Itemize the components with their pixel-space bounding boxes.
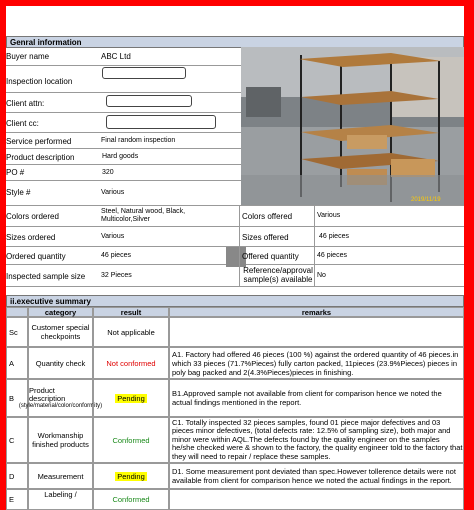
summary-row-code: E	[6, 489, 28, 510]
summary-header-remarks: remarks	[169, 307, 464, 317]
sample-row	[6, 265, 464, 287]
po-row	[6, 165, 241, 181]
sample-size-label: Inspected sample size	[6, 272, 86, 281]
service-row	[6, 133, 241, 149]
ref-sample-label: Reference/approval sample(s) available	[243, 266, 313, 284]
style-value: Various	[101, 189, 125, 196]
buyer-value: ABC Ltd	[101, 52, 131, 61]
sizes-ordered-value: Various	[101, 233, 125, 240]
client-cc-row	[6, 113, 241, 133]
summary-row-result	[93, 463, 169, 489]
summary-row-remarks	[169, 317, 464, 347]
sizes-offered-value: 46 pieces	[319, 233, 349, 240]
client-attn-label: Client attn:	[6, 99, 45, 108]
category-subtext: (style/material/color/conformity)	[18, 402, 103, 409]
client-attn-input[interactable]	[106, 95, 192, 107]
summary-row-remarks: C1. Totally inspected 32 pieces samples, found 01 piece major defectives and 03 pieces minor defectives, (total defects rate: 12.5% of sampling size), both major and minor were within AQL.The defects found by the quality engineer on the samples he/she checked were & shown to the factory, the quality engineer told to the factory that they will need to repair / replace these samples.	[169, 417, 464, 463]
divider	[314, 265, 315, 287]
divider	[239, 247, 240, 265]
summary-row-result	[93, 379, 169, 417]
offered-qty-value: 46 pieces	[317, 252, 347, 259]
general-info-header: Genral information	[6, 36, 464, 48]
buyer-row	[6, 48, 241, 66]
po-label: PO #	[6, 168, 25, 177]
general-info-lower	[6, 205, 464, 287]
product-row	[6, 149, 241, 165]
divider	[314, 227, 315, 247]
summary-row-remarks: B1.Approved sample not available from client for comparison hence we noted the actual findings mentioned in the report.	[169, 379, 464, 417]
divider	[239, 227, 240, 247]
colors-row	[6, 205, 464, 227]
summary-row-category: Workmanship finished products	[28, 417, 93, 463]
summary-row-category	[18, 379, 103, 417]
summary-row-result: Conformed	[93, 489, 169, 510]
summary-row-code: B	[6, 379, 28, 417]
divider	[239, 265, 240, 287]
divider	[239, 206, 240, 228]
style-label: Style #	[6, 188, 31, 197]
service-value: Final random inspection	[101, 137, 176, 144]
offered-qty-label: Offered quantity	[242, 252, 299, 261]
sizes-row	[6, 227, 464, 247]
client-cc-label: Client cc:	[6, 119, 39, 128]
client-attn-row	[6, 93, 241, 113]
report-sheet	[6, 0, 464, 510]
general-info-left	[6, 48, 241, 206]
divider	[314, 247, 315, 265]
summary-row-category: Labeling /	[28, 489, 93, 510]
summary-row-result: Not applicable	[93, 317, 169, 347]
style-row	[6, 181, 241, 206]
ordered-qty-label: Ordered quantity	[6, 252, 66, 261]
summary-row-code: D	[6, 463, 28, 489]
divider	[314, 206, 315, 228]
colors-offered-value: Various	[317, 212, 341, 219]
colors-ordered-label: Colors ordered	[6, 212, 59, 221]
summary-row-code: Sc	[6, 317, 28, 347]
summary-row-result: Conformed	[93, 417, 169, 463]
pending-badge: Pending	[117, 471, 145, 481]
summary-row-remarks: A1. Factory had offered 46 pieces (100 %) against the ordered quantity of 46 pieces.in which 33 pieces (71.7%Pieces) fully carton packed, 11pieces (23.9%Pieces) pieces in poly bag packed and 2(4.3%Pieces)pieces in finishing.	[169, 347, 464, 379]
summary-row-remarks: D1. Some measurement pont deviated than spec.However tollerence details were not available from client for comparison hence we noted the actual findings in the report.	[169, 463, 464, 489]
summary-row-category: Measurement	[28, 463, 93, 489]
client-cc-input[interactable]	[106, 115, 216, 129]
sizes-ordered-label: Sizes ordered	[6, 233, 56, 242]
summary-row-code: C	[6, 417, 28, 463]
summary-row-code: A	[6, 347, 28, 379]
product-value: Hard goods	[102, 153, 139, 160]
ref-sample-value: No	[317, 272, 326, 279]
ordered-qty-value: 46 pieces	[101, 252, 131, 259]
pending-badge: Pending	[117, 393, 145, 403]
summary-header-category: category	[28, 307, 93, 317]
product-photo	[241, 47, 464, 205]
summary-row-category: Customer special checkpoints	[28, 317, 93, 347]
shelf-photo-image	[241, 47, 464, 205]
inspection-location-input[interactable]	[102, 67, 186, 79]
colors-offered-label: Colors offered	[242, 212, 293, 221]
summary-header-code	[6, 307, 28, 317]
po-value: 320	[102, 169, 114, 176]
summary-row-category: Quantity check	[28, 347, 93, 379]
category-text: Product description	[29, 385, 66, 403]
summary-header-result: result	[93, 307, 169, 317]
summary-table	[6, 307, 464, 510]
buyer-label: Buyer name	[6, 52, 50, 61]
product-label: Product description	[6, 153, 75, 162]
red-frame-top	[0, 0, 474, 6]
inspection-location-row	[6, 66, 241, 93]
executive-summary-header: ii.executive summary	[6, 295, 464, 307]
photo-timestamp: 2019/11/19	[411, 197, 441, 203]
summary-row-remarks	[169, 489, 464, 510]
sample-size-value: 32 Pieces	[101, 272, 132, 279]
inspection-location-label: Inspection location	[6, 77, 73, 86]
summary-row-result: Not conformed	[93, 347, 169, 379]
quantity-row	[6, 247, 464, 265]
colors-ordered-value: Steel, Natural wood, Black, Multicolor,Silver	[101, 208, 186, 223]
sizes-offered-label: Sizes offered	[242, 233, 289, 242]
service-label: Service performed	[6, 137, 72, 146]
